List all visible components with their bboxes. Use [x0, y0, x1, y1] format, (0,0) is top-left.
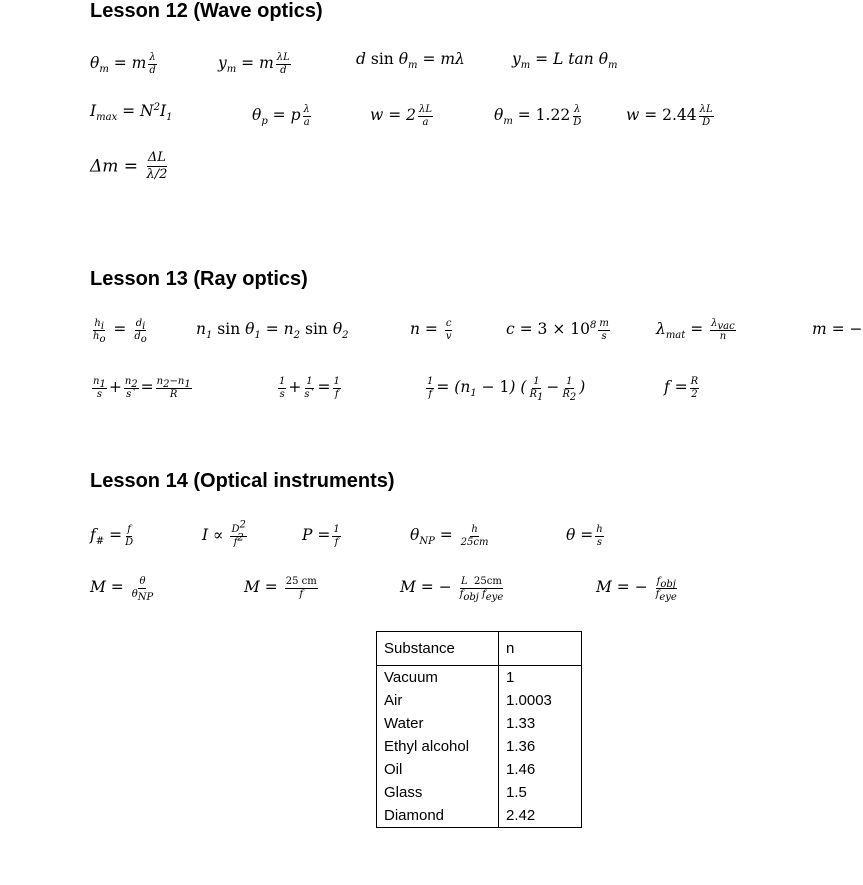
- formula-bright-fringe-angle: $\theta_m = m$ $\frac{\lambda}{d}$: [90, 52, 156, 76]
- formula-angular-size: θ = $\frac{h}{s}$: [566, 524, 603, 548]
- header-substance: Substance: [377, 632, 499, 666]
- formula-refracting-surface: $\frac{n_1}{s}$ + $\frac{n_2}{s`}$ = $\frac{n_2-n_1}{R}$: [93, 376, 191, 400]
- formula-microscope: M = − $\frac{L 25cm}{f_{obj} f_{eye}}$: [400, 576, 504, 603]
- formula-magnifier: M = $\frac{25 cm}{f}$: [244, 576, 317, 600]
- table-row: [377, 758, 582, 781]
- index-cell: 1.46: [499, 758, 582, 781]
- formula-central-width-circular: w = 2.44 $\frac{\lambda L}{D}$: [626, 104, 713, 128]
- formula-grating-equation: d $\sin \theta_m = m\lambda$: [356, 50, 465, 72]
- optical-instruments-heading: Lesson 14 (Optical instruments): [90, 470, 395, 492]
- formula-max-intensity: $I_{max} = N^2I_1$: [90, 101, 173, 124]
- table-row: [377, 666, 582, 690]
- substance-cell: Air: [377, 689, 499, 712]
- table-row: [377, 804, 582, 828]
- formula-f-number: $f_{\#}$ = $\frac{f}{D}$: [90, 524, 134, 548]
- index-cell: 2.42: [499, 804, 582, 828]
- formula-dark-fringe-angle: $\theta_p = p$ $\frac{\lambda}{a}$: [252, 104, 310, 128]
- formula-angular-magnification: M = $\frac{\theta}{\theta_{NP}}$: [90, 576, 154, 603]
- formula-magnification-ratio: $\frac{h_i}{h_o}$ = $\frac{d_i}{d_o}$: [93, 318, 147, 345]
- formula-fringe-shift: Δm = $\frac{\Delta L}{\lambda/2}$: [90, 150, 168, 183]
- formula-circular-aperture-angle: $\theta_m = 1.22$ $\frac{\lambda}{D}$: [494, 104, 582, 128]
- formula-snells-law: $n_1$ $\sin \theta_1 = n_2$ $\sin \theta_2$: [196, 320, 349, 342]
- table-row: [377, 712, 582, 735]
- substance-cell: Glass: [377, 781, 499, 804]
- index-cell: 1.36: [499, 735, 582, 758]
- formula-mirror-focal-length: f = $\frac{R}{2}$: [664, 376, 699, 400]
- formula-wavelength-in-material: $\lambda_{mat}$ = $\frac{\lambda_{vac}}{n}$: [656, 318, 735, 342]
- substance-cell: Water: [377, 712, 499, 735]
- formula-speed-of-light: $c = 3 \times 10^8$ $\frac{m}{s}$: [506, 318, 609, 342]
- table-row: [377, 689, 582, 712]
- index-cell: 1: [499, 666, 582, 690]
- table-row: [377, 781, 582, 804]
- formula-telescope: M = − $\frac{f_{obj}}{f_{eye}}$: [596, 576, 677, 603]
- formula-grating-position: $y_m = L$ $\tan \theta_m$: [512, 50, 618, 72]
- index-cell: 1.33: [499, 712, 582, 735]
- refractive-index-table: [376, 631, 582, 828]
- substance-cell: Vacuum: [377, 666, 499, 690]
- formula-cut-off: m = −: [812, 320, 863, 338]
- ray-optics-heading: Lesson 13 (Ray optics): [90, 268, 308, 290]
- formula-intensity-proportionality: I ∝ $\frac{D^2}{f^2}$: [202, 519, 246, 548]
- formula-central-width-slit: w = 2 $\frac{\lambda L}{a}$: [370, 104, 432, 128]
- formula-lensmaker: $\frac{1}{f}$ = $(n_1 - 1)$ ( $\frac{1}{R_1}$ − $\frac{1}{R_2}$ ): [427, 376, 586, 403]
- table-header-row: [377, 632, 582, 666]
- wave-optics-heading: Lesson 12 (Wave optics): [90, 0, 323, 22]
- header-n: n: [499, 632, 582, 666]
- formula-refractive-index: n = $\frac{c}{v}$: [410, 318, 452, 342]
- index-cell: 1.0003: [499, 689, 582, 712]
- formula-lens-power: P = $\frac{1}{f}$: [302, 524, 340, 548]
- formula-fringe-position: $y_m = m$ $\frac{\lambda L}{d}$: [218, 52, 290, 76]
- substance-cell: Oil: [377, 758, 499, 781]
- table-row: [377, 735, 582, 758]
- formula-near-point-angle: $\theta_{NP}$ = $\frac{h}{25cm}$: [410, 524, 489, 548]
- substance-cell: Ethyl alcohol: [377, 735, 499, 758]
- index-cell: 1.5: [499, 781, 582, 804]
- formula-thin-lens: $\frac{1}{s}$ + $\frac{1}{s`}$ = $\frac{1}{f}$: [279, 376, 340, 400]
- substance-cell: Diamond: [377, 804, 499, 828]
